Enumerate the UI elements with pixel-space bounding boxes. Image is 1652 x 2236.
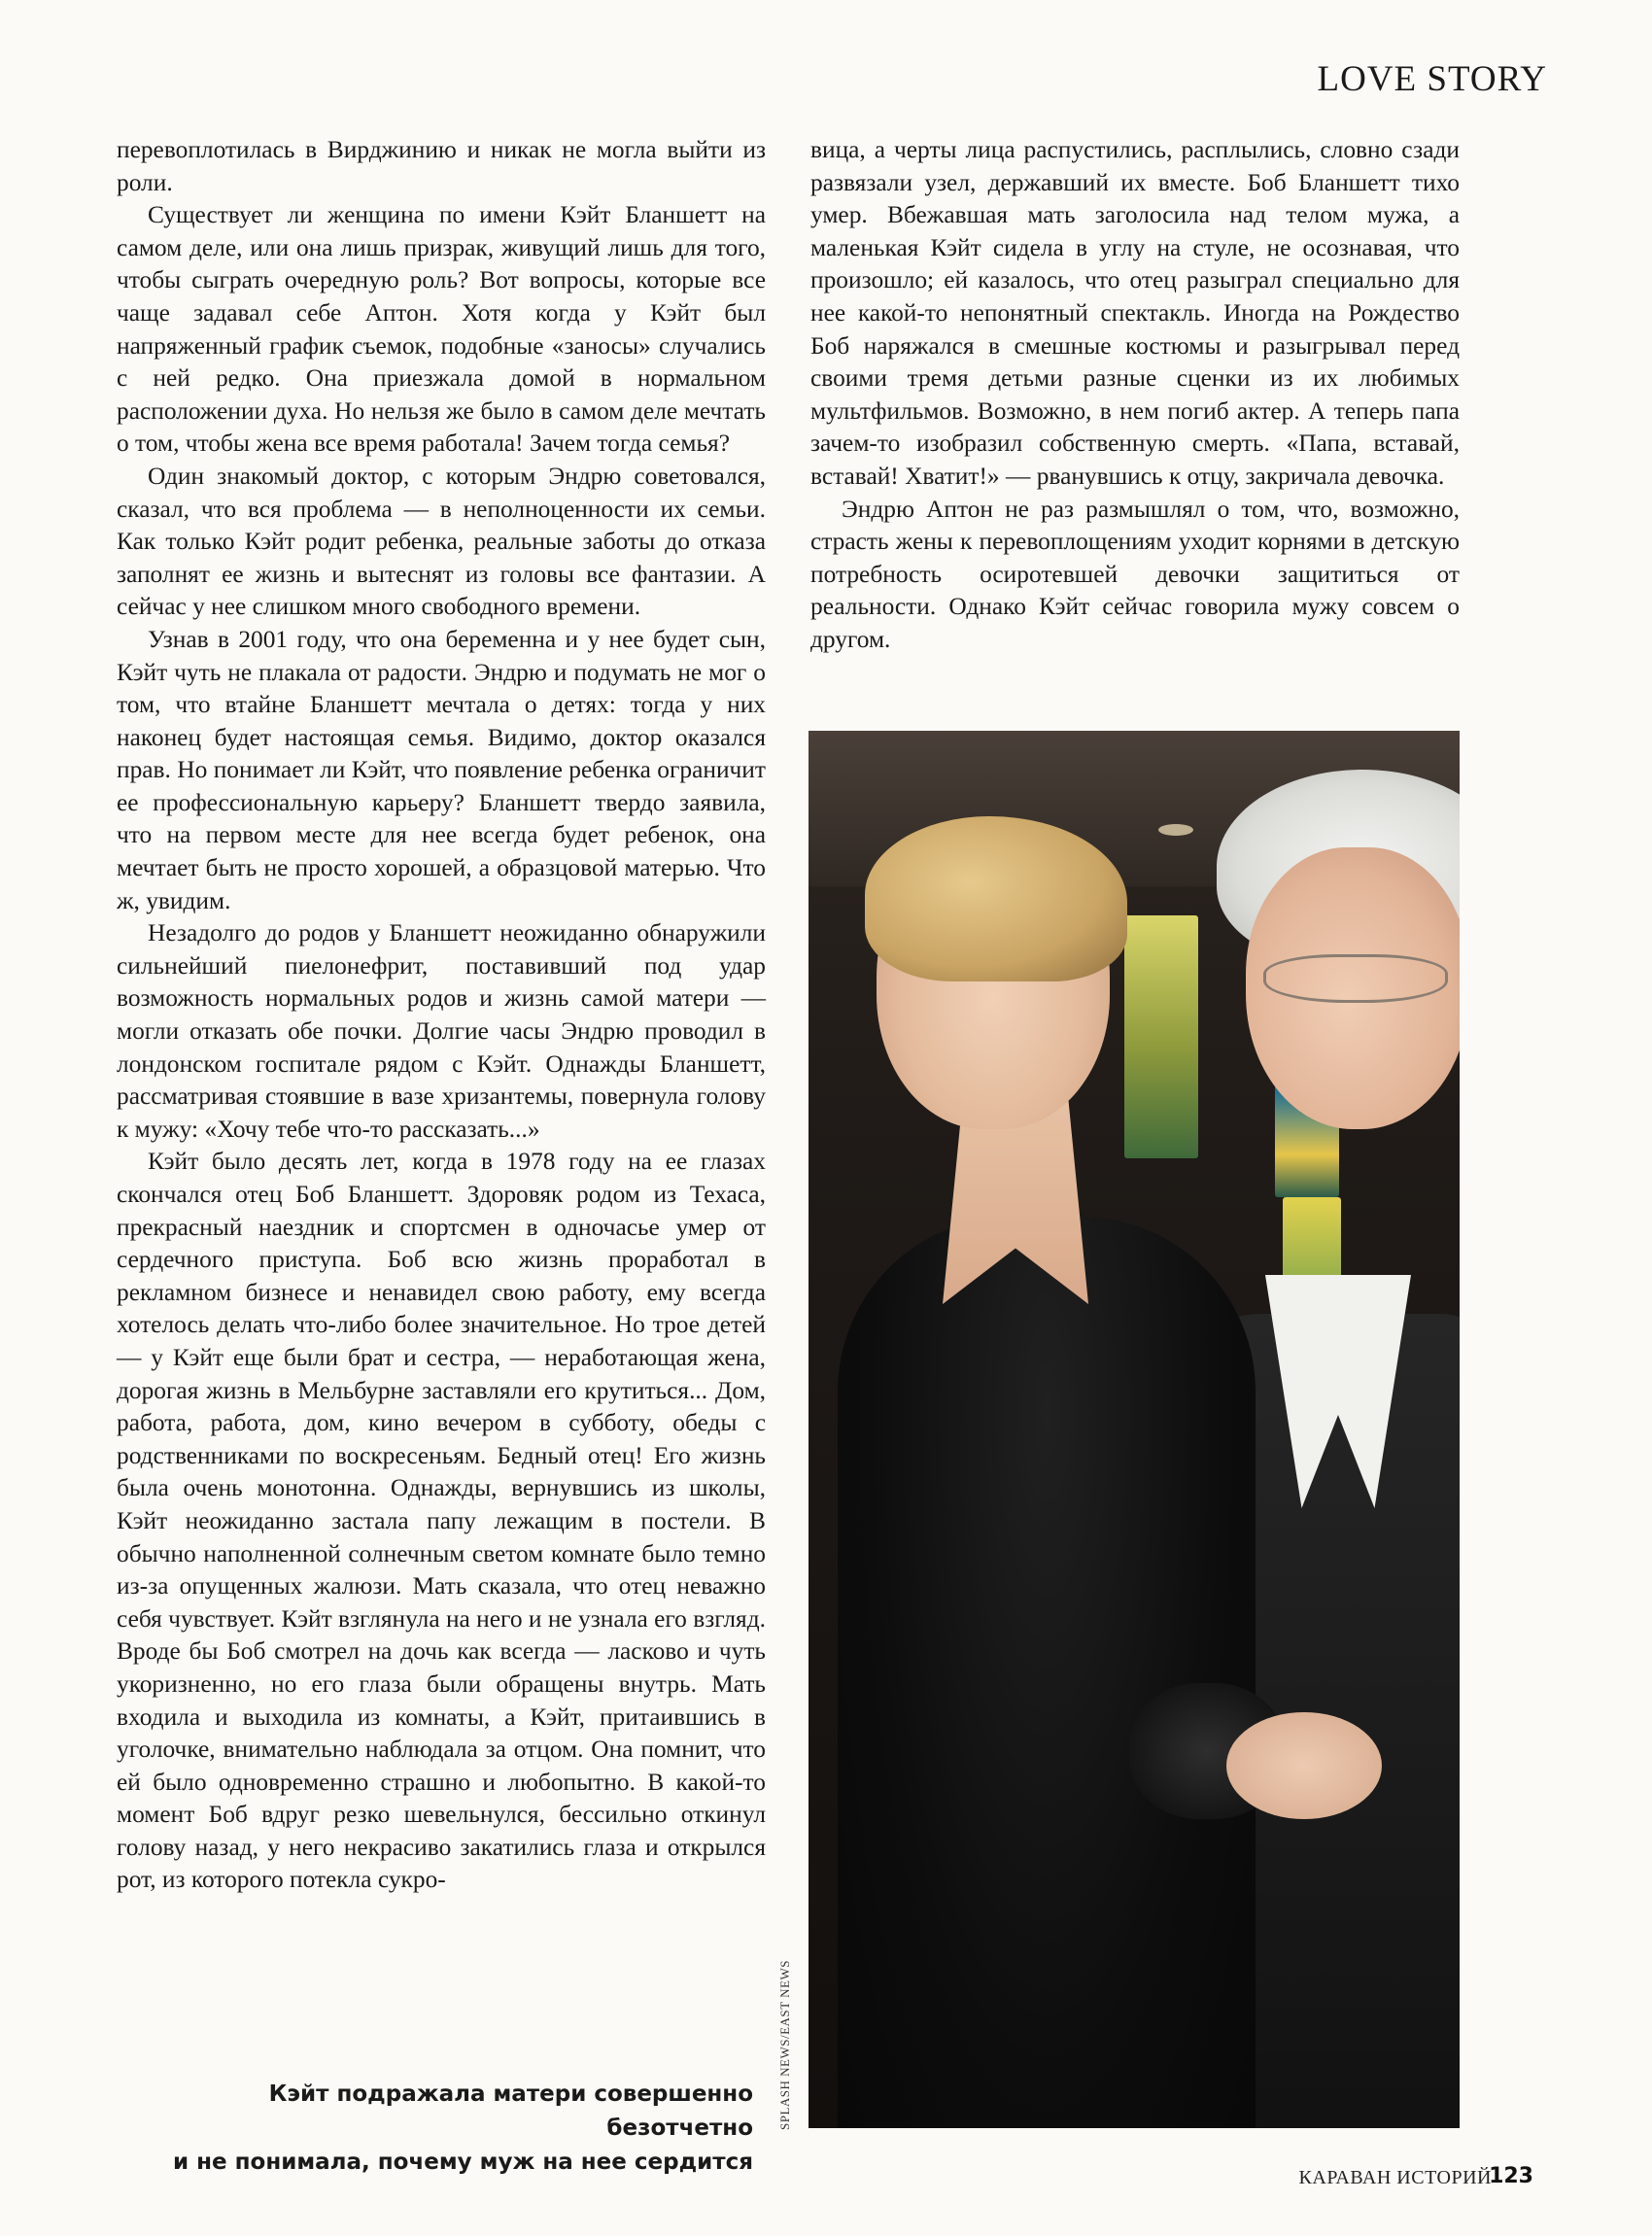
photo-credit: SPLASH NEWS/EAST NEWS [777, 1960, 792, 2130]
article-photo [809, 731, 1460, 2128]
photo-lamp [1158, 824, 1193, 836]
paragraph: перевоплотилась в Вирджинию и никак не могла выйти из роли. [117, 136, 766, 196]
paragraph: Один знакомый доктор, с которым Эндрю советовался, сказал, что вся проблема — в неполноценности их семьи. Как только Кэйт родит ребенка, реальные заботы до отказа заполнят ее жизнь и вытеснят из головы все фантазии. А сейчас у нее слишком много свободного времени. [117, 462, 766, 621]
paragraph: Существует ли женщина по имени Кэйт Бланшетт на самом деле, или она лишь призрак, живущий лишь для того, чтобы сыграть очередную роль? Вот вопросы, которые все чаще задавал себе Аптон. Хотя когда у Кэйт был напряженный график съемок, подобные «заносы» случались с ней редко. Она приезжала домой в нормальном расположении духа. Но нельзя же было в самом деле мечтать о том, чтобы жена все время работала! Зачем тогда семья? [117, 201, 766, 458]
caption-line: и не понимала, почему муж на нее сердится [173, 2150, 753, 2175]
paragraph: Узнав в 2001 году, что она беременна и у нее будет сын, Кэйт чуть не плакала от радости. Эндрю и подумать не мог о том, что втайне Бланшетт мечтала о детях: тогда у них наконец будет настоящая семья. Видимо, доктор оказался прав. Но понимает ли Кэйт, что появление ребенка ограничит ее профессиональную карьеру? Бланшетт твердо заявила, что на первом месте для нее всегда будет ребенок, она мечтает быть не просто хорошей, а образцовой матерью. Что ж, увидим. [117, 625, 766, 914]
photo-light-panel [1124, 915, 1198, 1158]
photo-hand [1226, 1712, 1382, 1819]
paragraph: Эндрю Аптон не раз размышлял о том, что, возможно, страсть жены к перевоплощениям уходит корнями в детскую потребность осиротевшей девочки защититься от реальности. Однако Кэйт сейчас говорила мужу совсем о другом. [810, 495, 1460, 653]
section-header: LOVE STORY [1317, 59, 1547, 99]
paragraph: Кэйт было десять лет, когда в 1978 году на ее глазах скончался отец Боб Бланшетт. Здоровяк родом из Техаса, прекрасный наездник и спортсмен в одночасье умер от сердечного приступа. Боб всю жизнь проработал в рекламном бизнесе и ненавидел свою работу, ему всегда хотелось делать что-либо более значительное. Но трое детей — у Кэйт еще были брат и сестра, — неработающая жена, дорогая жизнь в Мельбурне заставляли его крутиться... Дом, работа, работа, дом, кино вечером в субботу, обеды с родственниками по воскресеньям. Бедный отец! Его жизнь была очень монотонна. Однажды, вернувшись из школы, Кэйт неожиданно застала папу лежащим в постели. В обычно наполненной солнечным светом комнате было темно из-за опущенных жалюзи. Мать сказала, что отец неважно себя чувствует. Кэйт взглянула на него и не узнала его взгляд. Вроде бы Боб смотрел на дочь как всегда — ласково и чуть укоризненно, но его глаза были обращены внутрь. Мать входила и выходила из комнаты, а Кэйт, притаившись в уголочке, внимательно наблюдала за отцом. Она помнит, что ей было одновременно страшно и любопытно. В какой-то момент Боб вдруг резко шевельнулся, бессильно откинул голову назад, у него некрасиво закатились глаза и открылся рот, из которого потекла сукро- [117, 1148, 766, 1894]
magazine-name: КАРАВАН ИСТОРИЙ [1298, 2167, 1492, 2188]
article-column-left [117, 134, 766, 1897]
paragraph: Незадолго до родов у Бланшетт неожиданно обнаружили сильнейший пиелонефрит, поставивший под удар возможность нормальных родов и жизнь самой матери — могли отказать обе почки. Долгие часы Эндрю проводил в лондонском госпитале рядом с Кэйт. Однажды Бланшетт, рассматривая стоявшие в вазе хризантемы, повернула голову к мужу: «Хочу тебе что-то рассказать...» [117, 919, 766, 1143]
photo-glasses [1263, 954, 1448, 1003]
paragraph: вица, а черты лица распустились, расплылись, словно сзади развязали узел, державший их вместе. Боб Бланшетт тихо умер. Вбежавшая мать заголосила над телом мужа, а маленькая Кэйт сидела в углу на стуле, не осознавая, что произошло; ей казалось, что отец разыграл специально для нее какой-то непонятный спектакль. Иногда на Рождество Боб наряжался в смешные костюмы и разыгрывал перед своими тремя детьми разные сценки из их любимых мультфильмов. Возможно, в нем погиб актер. А теперь папа зачем-то изобразил собственную смерть. «Папа, вставай, вставай! Хватит!» — рванувшись к отцу, закричала девочка. [810, 136, 1460, 490]
article-column-right [810, 134, 1460, 657]
caption-line: Кэйт подражала матери совершенно безотчетно [268, 2081, 753, 2141]
page-number: 123 [1489, 2164, 1533, 2188]
photo-caption [131, 2078, 753, 2180]
photo-figure-left-body [838, 1217, 1256, 2128]
